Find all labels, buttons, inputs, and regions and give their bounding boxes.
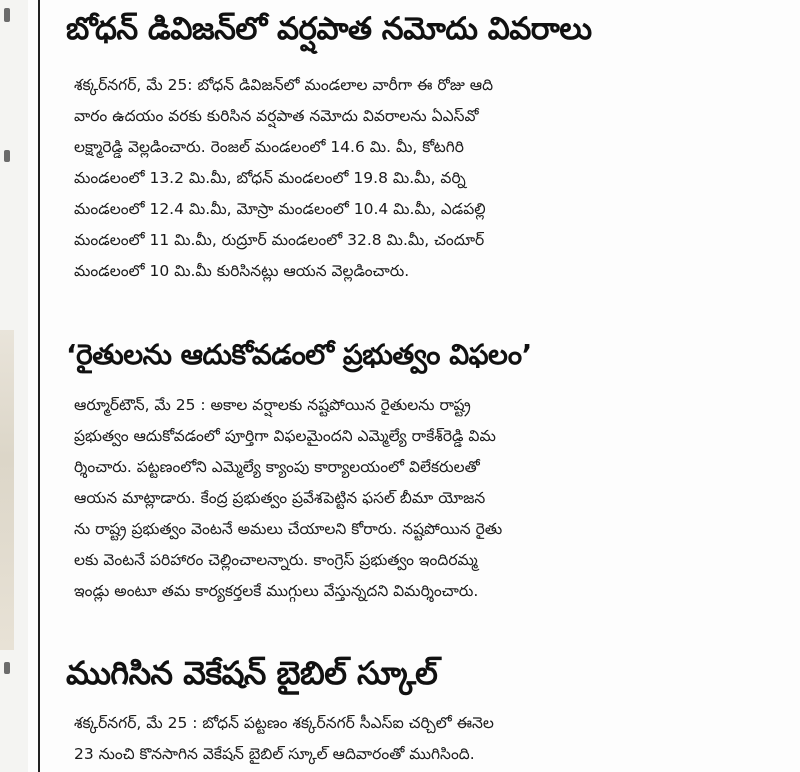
article-2-body bbox=[74, 390, 774, 607]
article-1-line: మండలంలో 13.2 మి.మీ, బోధన్ మండలంలో 19.8 మి.మీ, వర్ని bbox=[74, 169, 466, 187]
article-1-line: మండలంలో 11 మి.మీ, రుద్రూర్ మండలంలో 32.8 మి.మీ, చందూర్ bbox=[74, 231, 485, 249]
article-1-line: లక్ష్మారెడ్డి వెల్లడించారు. రెంజల్ మండలంలో 14.6 మి. మీ, కోటగిరి bbox=[74, 138, 464, 156]
article-3-headline: ముగిసిన వెకేషన్ బైబిల్ స్కూల్ bbox=[66, 654, 438, 692]
article-2-line: లకు వెంటనే పరిహారం చెల్లించాలన్నారు. కాంగ్రెస్ ప్రభుత్వం ఇందిరమ్మ bbox=[74, 551, 478, 569]
article-1-line: శక్కర్‌నగర్, మే 25: బోధన్ డివిజన్‌లో మండలాల వారీగా ఈ రోజు ఆది bbox=[74, 76, 494, 94]
adjacent-photo-edge bbox=[0, 330, 14, 650]
article-2-line: ఆయన మాట్లాడారు. కేంద్ర ప్రభుత్వం ప్రవేశపెట్టిన ఫసల్ బీమా యోజన bbox=[74, 489, 486, 507]
article-1-line: వారం ఉదయం వరకు కురిసిన వర్షపాత నమోదు వివరాలను ఏఎస్‌వో bbox=[74, 107, 479, 125]
article-2-line: ఆర్మూర్‌టౌన్, మే 25 : అకాల వర్షాలకు నష్టపోయిన రైతులను రాష్ట్ర bbox=[74, 396, 471, 414]
adjacent-column-margin bbox=[0, 0, 28, 772]
article-1-line: మండలంలో 10 మి.మీ కురిసినట్లు ఆయన వెల్లడించారు. bbox=[74, 262, 410, 280]
article-2-line: ప్రభుత్వం ఆదుకోవడంలో పూర్తిగా విఫలమైందని ఎమ్మెల్యే రాకేశ్‌రెడ్డి విమ bbox=[74, 427, 496, 445]
article-2-line: ర్శించారు. పట్టణంలోని ఎమ్మెల్యే క్యాంపు కార్యాలయంలో విలేకరులతో bbox=[74, 458, 480, 476]
margin-mark bbox=[4, 8, 10, 22]
article-1-line: మండలంలో 12.4 మి.మీ, మోస్రా మండలంలో 10.4 మి.మీ, ఎడపల్లి bbox=[74, 200, 486, 218]
article-3-line: శక్కర్‌నగర్, మే 25 : బోధన్ పట్టణం శక్కర్‌నగర్ సీఎస్ఐ చర్చిలో ఈనెల bbox=[74, 714, 494, 732]
article-2-line: ఇండ్లు అంటూ తమ కార్యకర్తలకే ముగ్గులు వేస్తున్నదని విమర్శించారు. bbox=[74, 582, 479, 600]
article-2-headline: ‘రైతులను ఆదుకోవడంలో ప్రభుత్వం విఫలం’ bbox=[66, 338, 532, 371]
article-1-headline: బోధన్ డివిజన్‌లో వర్షపాత నమోదు వివరాలు bbox=[66, 11, 592, 47]
column-rule bbox=[38, 0, 40, 772]
margin-mark bbox=[4, 150, 10, 162]
article-3-body bbox=[74, 708, 774, 770]
article-2-line: ను రాష్ట్ర ప్రభుత్వం వెంటనే అమలు చేయాలని కోరారు. నష్టపోయిన రైతు bbox=[74, 520, 503, 538]
margin-mark bbox=[4, 662, 10, 674]
article-1-body bbox=[74, 70, 774, 287]
article-3-line: 23 నుంచి కొనసాగిన వెకేషన్ బైబిల్ స్కూల్ ఆదివారంతో ముగిసింది. bbox=[74, 745, 475, 763]
